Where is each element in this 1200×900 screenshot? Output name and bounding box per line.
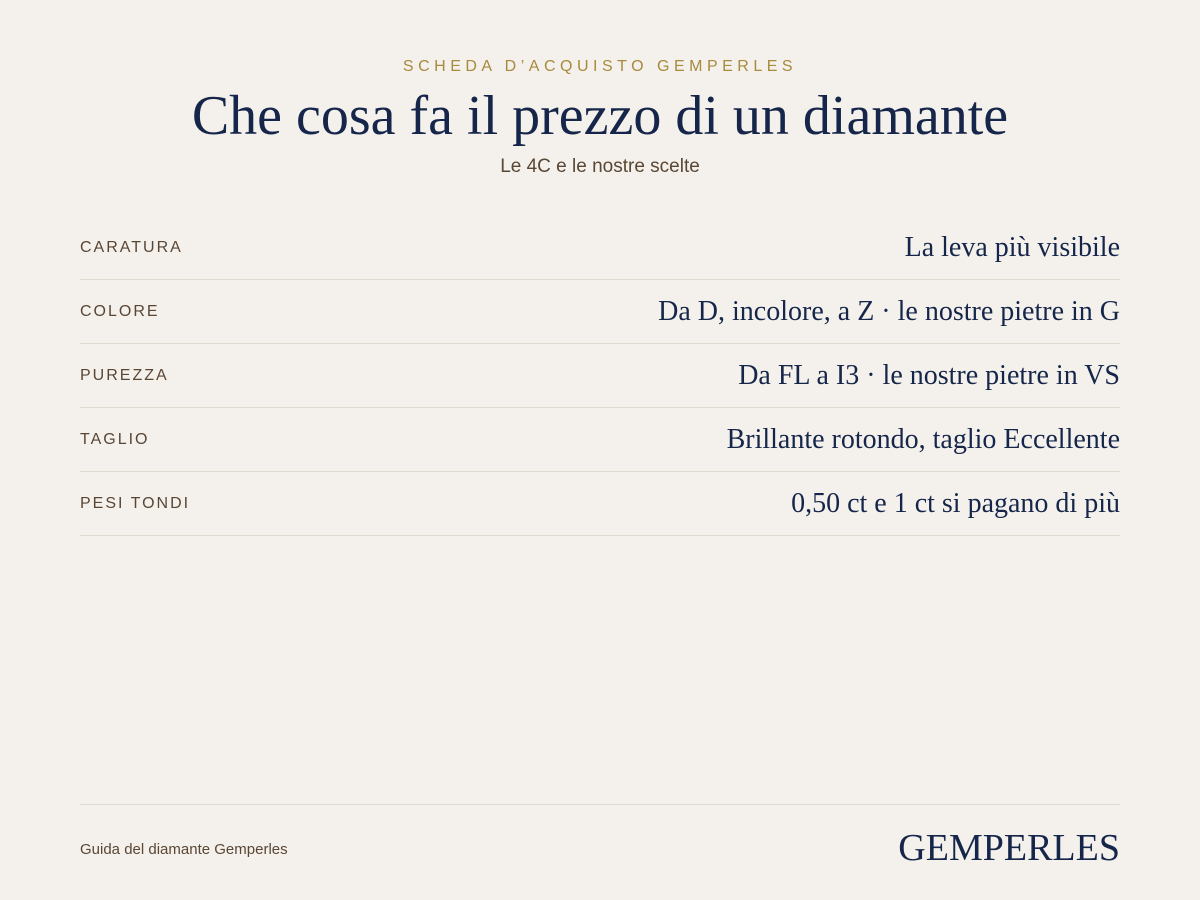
- spec-row-colore: [80, 280, 1120, 344]
- spec-row-pesi-tondi: [80, 472, 1120, 536]
- spec-value: Brillante rotondo, taglio Eccellente: [726, 423, 1120, 455]
- eyebrow: SCHEDA D’ACQUISTO GEMPERLES: [402, 58, 798, 75]
- page-title: Che cosa fa il prezzo di un diamante: [191, 85, 1009, 147]
- spec-row-taglio: [80, 408, 1120, 472]
- page-subtitle: Le 4C e le nostre scelte: [500, 156, 700, 177]
- spec-list: [80, 216, 1120, 536]
- brand-logo: GEMPERLES: [898, 827, 1120, 869]
- footer-divider: [80, 804, 1120, 805]
- spec-label: CARATURA: [80, 238, 183, 256]
- spec-value: Da D, incolore, a Z · le nostre pietre in G: [658, 295, 1120, 327]
- spec-label: TAGLIO: [80, 430, 150, 448]
- spec-value: Da FL a I3 · le nostre pietre in VS: [738, 359, 1120, 391]
- footer-text: Guida del diamante Gemperles: [80, 841, 288, 858]
- spec-label: COLORE: [80, 302, 160, 320]
- spec-label: PESI TONDI: [80, 494, 191, 512]
- spec-row-purezza: [80, 344, 1120, 408]
- spec-value: La leva più visibile: [904, 231, 1120, 263]
- spec-row-caratura: [80, 216, 1120, 280]
- spec-value: 0,50 ct e 1 ct si pagano di più: [791, 487, 1120, 519]
- spec-label: PUREZZA: [80, 366, 169, 384]
